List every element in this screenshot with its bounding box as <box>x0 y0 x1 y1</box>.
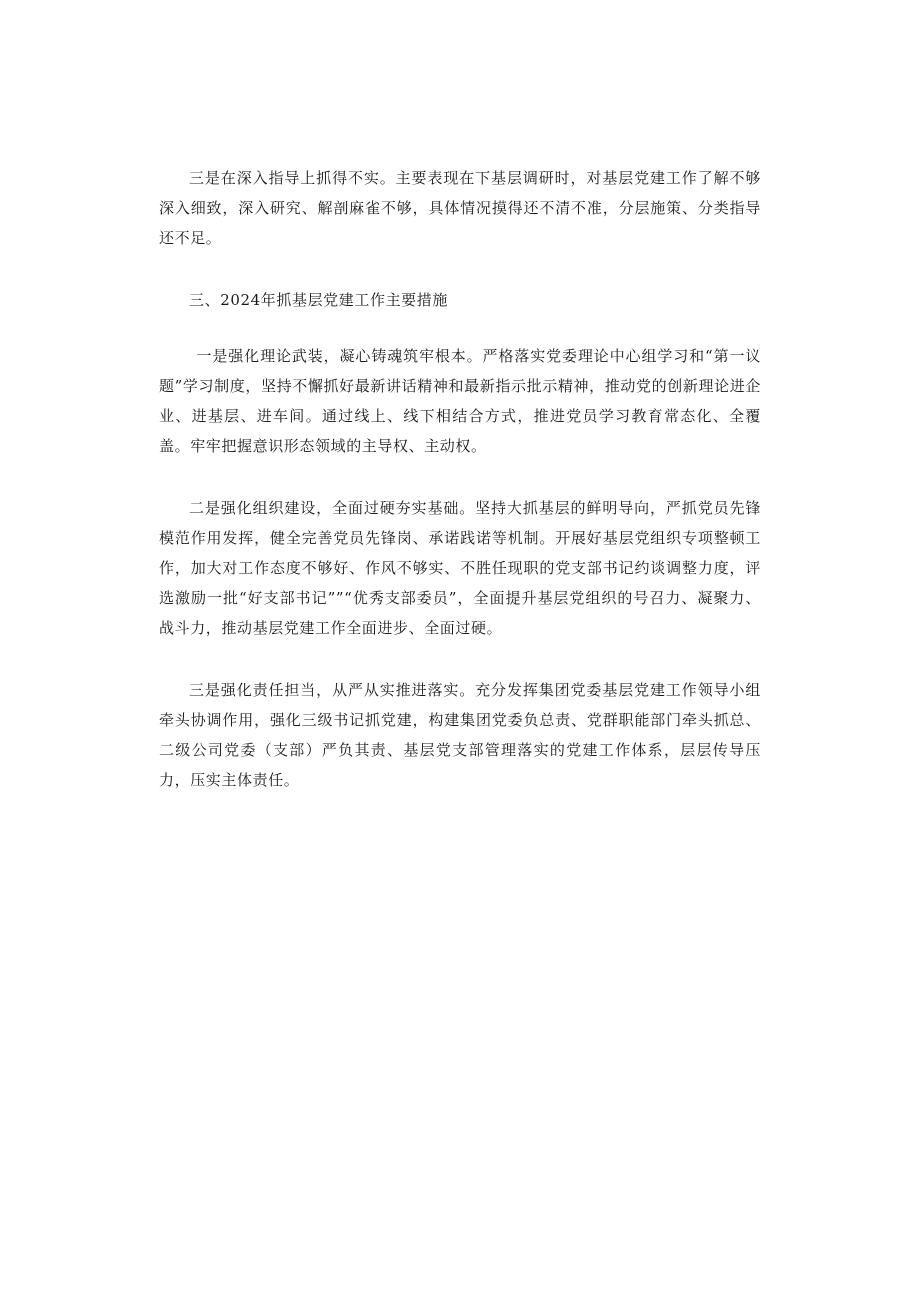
section-heading-2024-measures: 三、2024年抓基层党建工作主要措施 <box>189 291 448 309</box>
paragraph-guidance-shortcoming: 三是在深入指导上抓得不实。主要表现在下基层调研时，对基层党建工作了解不够深入细致，深入研究、解剖麻雀不够，具体情况摸得还不清不准，分层施策、分类指导还不足。 <box>159 169 761 247</box>
paragraph-theory-armament: 一是强化理论武装，凝心铸魂筑牢根本。严格落实党委理论中心组学习和“第一议题”学习制度，坚持不懈抓好最新讲话精神和最新指示批示精神，推动党的创新理论进企业、进基层、进车间。通过线上、线下相结合方式，推进党员学习教育常态化、全覆盖。牢牢把握意识形态领域的主导权、主动权。 <box>159 347 761 455</box>
paragraph-organization-building: 二是强化组织建设，全面过硬夯实基础。坚持大抓基层的鲜明导向，严抓党员先锋模范作用发挥，健全完善党员先锋岗、承诺践诺等机制。开展好基层党组织专项整顿工作，加大对工作态度不够好、作风不够实、不胜任现职的党支部书记约谈调整力度，评选激励一批“好支部书记””“优秀支部委员”，全面提升基层党组织的号召力、凝聚力、战斗力，推动基层党建工作全面进步、全面过硬。 <box>159 499 761 637</box>
paragraph-responsibility: 三是强化责任担当，从严从实推进落实。充分发挥集团党委基层党建工作领导小组牵头协调作用，强化三级书记抓党建，构建集团党委负总责、党群职能部门牵头抓总、二级公司党委（支部）严负其责、基层党支部管理落实的党建工作体系，层层传导压力，压实主体责任。 <box>159 681 761 789</box>
document-body <box>159 163 761 827</box>
